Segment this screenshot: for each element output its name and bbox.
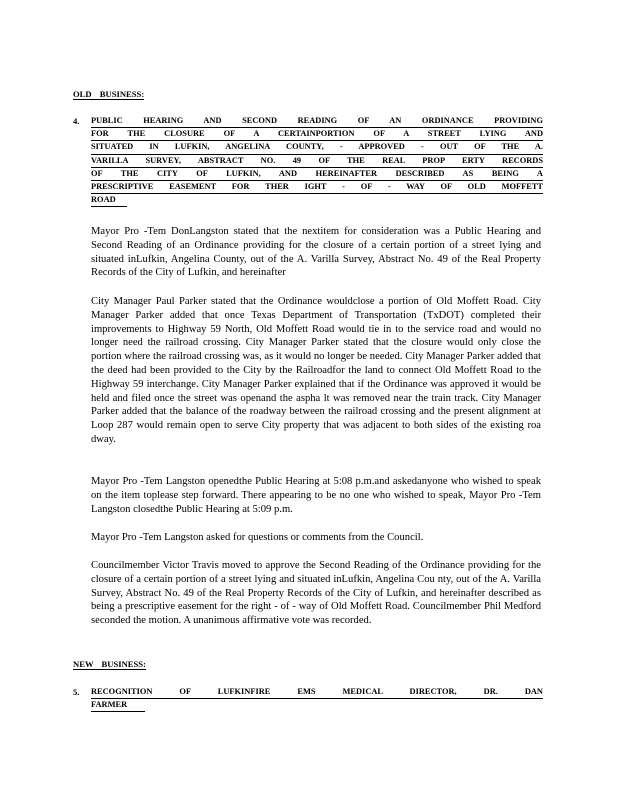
item-4-title xyxy=(91,115,543,207)
item-4-title-line: OF THE CITY OF LUFKIN, AND HEREINAFTER DESCRIBED AS BEING A xyxy=(91,168,543,181)
item-5-number: 5. xyxy=(73,687,80,697)
item-4-paragraph-intro: Mayor Pro -Tem DonLangston stated that the nextitem for consideration was a Public Hearing and Second Reading of an Ordinance providing for the closure of a certain portion of a street lying and situated inLufkin, Angelina County, out of the A. Varilla Survey, Abstract No. 49 of the Real Property Records of the City of Lufkin, and hereinafter xyxy=(91,226,541,279)
new-business-heading: NEW BUSINESS: xyxy=(73,659,146,669)
item-4-title-line: SITUATED IN LUFKIN, ANGELINA COUNTY, - APPROVED - OUT OF THE A. xyxy=(91,141,543,154)
item-4-paragraph-public-hearing: Mayor Pro -Tem Langston openedthe Public Hearing at 5:08 p.m.and askedanyone who wished to speak on the item toplease step forward. There appearing to be no one who wished to speak, Mayor Pro -Tem Langston closedthe Public Hearing at 5:09 p.m. xyxy=(91,476,541,515)
item-4-title-line: PRESCRIPTIVE EASEMENT FOR THER IGHT - OF - WAY OF OLD MOFFETT xyxy=(91,181,543,194)
item-4-title-line: VARILLA SURVEY, ABSTRACT NO. 49 OF THE REAL PROP ERTY RECORDS xyxy=(91,155,543,168)
item-4-number: 4. xyxy=(73,116,80,126)
old-business-heading: OLD BUSINESS: xyxy=(73,89,145,99)
item-5-title-line: FARMER xyxy=(91,699,145,712)
item-4-title-line: FOR THE CLOSURE OF A CERTAINPORTION OF A STREET LYING AND xyxy=(91,128,543,141)
item-4-paragraph-city-manager: City Manager Paul Parker stated that the Ordinance wouldclose a portion of Old Moffett Road. City Manager Parker added that once Texas Department of Transportation (TxDOT) completed their improvements to Highway 59 North, Old Moffett Road would tie in to the service road and would no longer need the railroad crossing. City Manager Parker stated that the closure would only close the portion where the railroad crossing was, as it would no longer be needed. City Manager Parker added that the deed had been provided to the City by the Railroadfor the land to connect Old Moffett Road to the Highway 59 interchange. City Manager Parker explained that if the Ordinance was approved it would be held and filed once the street was openand the aspha lt was removed near the train track. City Manager Parker added that the balance of the roadway between the railroad crossing and the present alignment at Loop 287 would remain open to serve City property that was adjacent to both sides of the existing roa dway. xyxy=(91,296,541,445)
item-5-title xyxy=(91,686,543,712)
item-4-title-line: PUBLIC HEARING AND SECOND READING OF AN ORDINANCE PROVIDING xyxy=(91,115,543,128)
item-5-title-line: RECOGNITION OF LUFKINFIRE EMS MEDICAL DIRECTOR, DR. DAN xyxy=(91,686,543,699)
item-4-title-line: ROAD xyxy=(91,194,127,207)
item-4-paragraph-motion: Councilmember Victor Travis moved to approve the Second Reading of the Ordinance providing for the closure of a certain portion of a street lying and situated inLufkin, Angelina Cou nty, out of the A. Varilla Survey, Abstract No. 49 of the Real Property Records of the City of Lufkin, and hereinafter described as being a prescriptive easement for the right - of - way of Old Moffett Road. Councilmember Phil Medford seconded the motion. A unanimous affirmative vote was recorded. xyxy=(91,560,541,627)
item-4-paragraph-questions: Mayor Pro -Tem Langston asked for questions or comments from the Council. xyxy=(91,532,424,543)
